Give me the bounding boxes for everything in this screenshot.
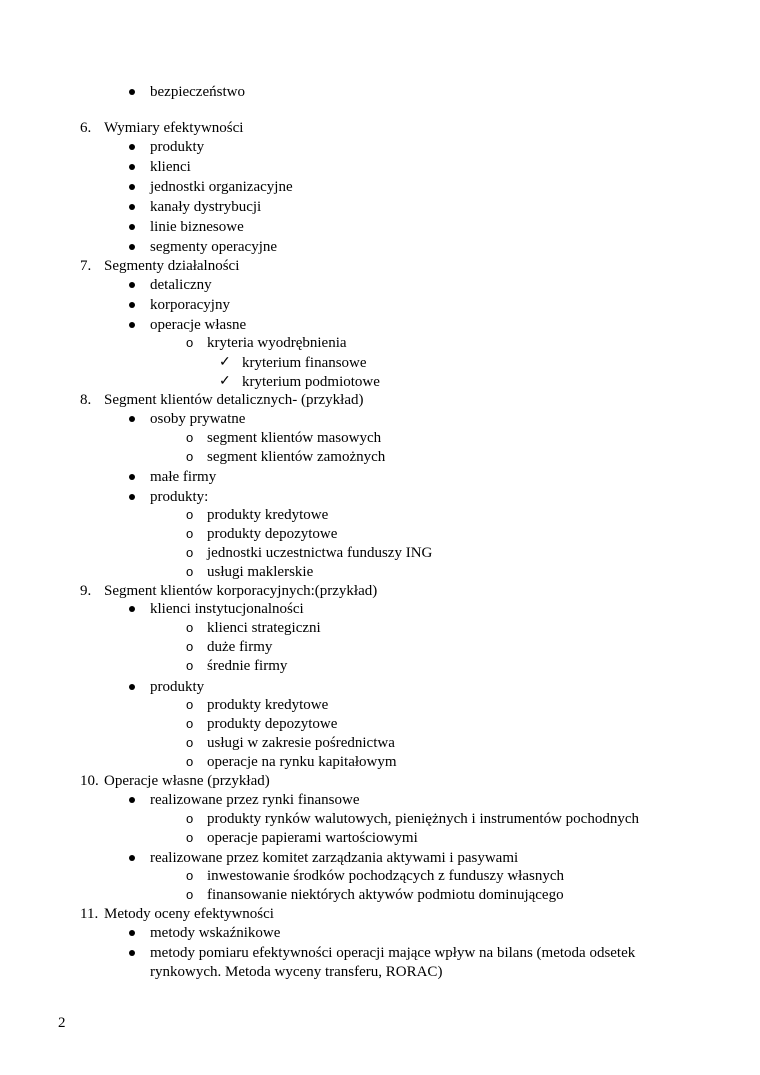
bullet-dot [129, 322, 135, 328]
item-text: realizowane przez rynki finansowe [150, 792, 360, 808]
item-text: bezpieczeństwo [150, 84, 245, 100]
item-text: linie biznesowe [150, 219, 244, 235]
bullet-dot [129, 204, 135, 210]
item-text: metody wskaźnikowe [150, 925, 281, 941]
section-number: 9. [80, 583, 92, 599]
bullet-dot [129, 184, 135, 190]
item-text: klienci strategiczni [207, 620, 321, 636]
circle-bullet-icon: o [186, 830, 194, 845]
bullet-dot [129, 224, 135, 230]
item-text: duże firmy [207, 639, 273, 655]
bullet-dot [129, 474, 135, 480]
item-text: małe firmy [150, 469, 217, 485]
circle-bullet-icon: o [186, 754, 194, 769]
circle-bullet-icon: o [186, 658, 194, 673]
item-text: kryteria wyodrębnienia [207, 335, 347, 351]
section-number: 10. [80, 773, 99, 789]
bullet-dot [129, 302, 135, 308]
bullet-dot [129, 930, 135, 936]
section-title: Segment klientów korporacyjnych:(przykład) [104, 583, 378, 599]
bullet-dot [129, 494, 135, 500]
item-text: kanały dystrybucji [150, 199, 262, 215]
item-text: produkty rynków walutowych, pieniężnych i instrumentów pochodnych [207, 811, 639, 827]
section-title: Segment klientów detalicznych- (przykład) [104, 392, 364, 408]
bullet-dot [129, 797, 135, 803]
item-text: finansowanie niektórych aktywów podmiotu dominującego [207, 887, 564, 903]
item-text: detaliczny [150, 277, 212, 293]
item-text: kryterium finansowe [242, 355, 367, 371]
item-text: segment klientów masowych [207, 430, 382, 446]
item-text: produkty kredytowe [207, 507, 329, 523]
circle-bullet-icon: o [186, 449, 194, 464]
item-text: produkty depozytowe [207, 716, 338, 732]
item-text: inwestowanie środków pochodzących z funduszy własnych [207, 868, 564, 884]
checkmark-icon: ✓ [219, 374, 231, 389]
circle-bullet-icon: o [186, 639, 194, 654]
circle-bullet-icon: o [186, 887, 194, 902]
item-text: produkty [150, 139, 205, 155]
circle-bullet-icon: o [186, 697, 194, 712]
item-text: metody pomiaru efektywności operacji mające wpływ na bilans (metoda odsetek [150, 945, 636, 961]
item-text: segmenty operacyjne [150, 239, 278, 255]
circle-bullet-icon: o [186, 335, 194, 350]
page-number: 2 [58, 1015, 66, 1031]
item-text: klienci [150, 159, 191, 175]
circle-bullet-icon: o [186, 868, 194, 883]
section-title: Wymiary efektywności [104, 120, 244, 136]
item-text: produkty: [150, 489, 209, 505]
item-text: usługi maklerskie [207, 564, 314, 580]
checkmark-icon: ✓ [219, 355, 231, 370]
bullet-dot [129, 416, 135, 422]
item-text: osoby prywatne [150, 411, 246, 427]
item-text: klienci instytucjonalności [150, 601, 304, 617]
circle-bullet-icon: o [186, 811, 194, 826]
item-text: segment klientów zamożnych [207, 449, 386, 465]
circle-bullet-icon: o [186, 526, 194, 541]
item-text: korporacyjny [150, 297, 230, 313]
item-text: produkty [150, 679, 205, 695]
circle-bullet-icon: o [186, 716, 194, 731]
circle-bullet-icon: o [186, 545, 194, 560]
item-text: jednostki uczestnictwa funduszy ING [207, 545, 433, 561]
section-title: Metody oceny efektywności [104, 906, 274, 922]
item-text: operacje własne [150, 317, 247, 333]
section-number: 6. [80, 120, 92, 136]
bullet-dot [129, 244, 135, 250]
bullet-dot [129, 684, 135, 690]
bullet-dot [129, 606, 135, 612]
item-text: operacje na rynku kapitałowym [207, 754, 397, 770]
bullet-dot [129, 282, 135, 288]
item-text: operacje papierami wartościowymi [207, 830, 418, 846]
circle-bullet-icon: o [186, 620, 194, 635]
bullet-dot [129, 950, 135, 956]
section-title: Operacje własne (przykład) [104, 773, 270, 789]
circle-bullet-icon: o [186, 735, 194, 750]
item-text: produkty kredytowe [207, 697, 329, 713]
section-number: 11. [80, 906, 99, 922]
bullet-dot [129, 855, 135, 861]
item-text: usługi w zakresie pośrednictwa [207, 735, 395, 751]
circle-bullet-icon: o [186, 430, 194, 445]
item-text-continuation: rynkowych. Metoda wyceny transferu, RORAC) [150, 964, 443, 980]
item-text: produkty depozytowe [207, 526, 338, 542]
section-number: 7. [80, 258, 92, 274]
section-title: Segmenty działalności [104, 258, 240, 274]
item-text: średnie firmy [207, 658, 288, 674]
item-text: jednostki organizacyjne [150, 179, 293, 195]
circle-bullet-icon: o [186, 564, 194, 579]
item-text: kryterium podmiotowe [242, 374, 380, 390]
item-text: realizowane przez komitet zarządzania aktywami i pasywami [150, 850, 519, 866]
bullet-dot [129, 89, 135, 95]
bullet-dot [129, 144, 135, 150]
bullet-dot [129, 164, 135, 170]
section-number: 8. [80, 392, 92, 408]
circle-bullet-icon: o [186, 507, 194, 522]
